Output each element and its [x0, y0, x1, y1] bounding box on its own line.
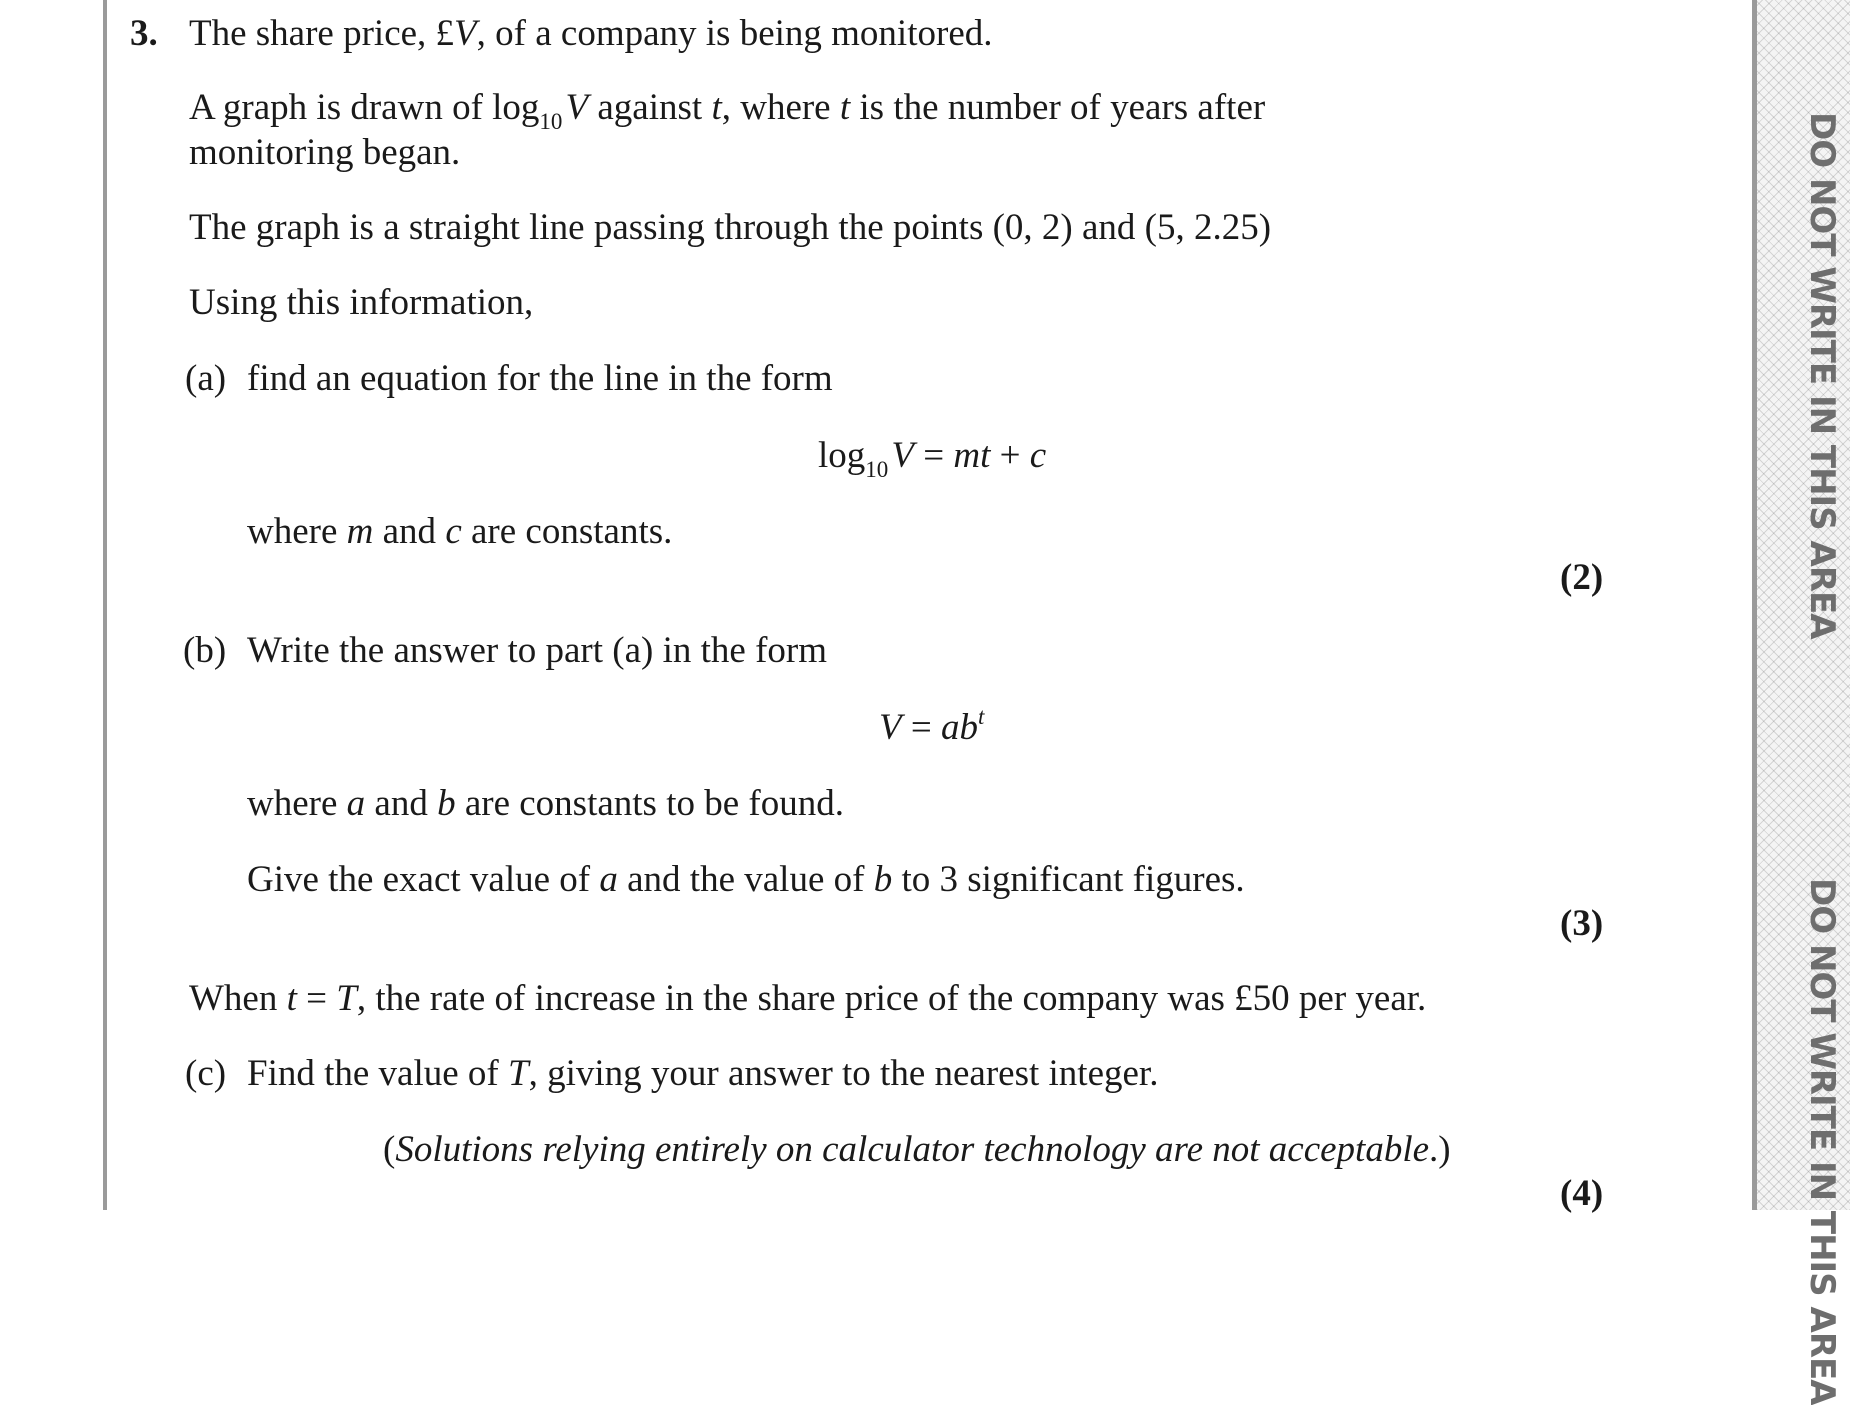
part-b-label: (b) — [183, 630, 227, 671]
part-b-instruction: Give the exact value of a and the value of b to 3 significant figures. — [247, 859, 1245, 900]
part-b-marks: (3) — [1560, 903, 1604, 944]
part-a-marks: (2) — [1560, 557, 1604, 598]
intro-text: The share price, £V, of a company is being monitored. — [189, 13, 993, 54]
graph-description-line2: monitoring began. — [189, 132, 461, 173]
line-info: The graph is a straight line passing through the points (0, 2) and (5, 2.25) — [189, 207, 1272, 248]
part-a-text: find an equation for the line in the form — [247, 358, 833, 399]
question-number: 3. — [130, 13, 158, 54]
when-condition: When t = T, the rate of increase in the share price of the company was £50 per year. — [189, 978, 1427, 1019]
part-b-equation: $V = ab^t$ — [879, 704, 985, 748]
page-border-left — [103, 0, 107, 1210]
part-c-marks: (4) — [1560, 1173, 1604, 1214]
graph-description: A graph is drawn of $\log_{10}$ V against t, where t is the number of years after — [189, 87, 1266, 134]
part-a-label: (a) — [185, 358, 227, 399]
using-text: Using this information, — [189, 282, 534, 323]
margin-warning-top: DO NOT WRITE IN THIS AREA — [1802, 112, 1842, 639]
part-a-equation: $\log_{10}$ V = mt + c — [818, 435, 1047, 482]
margin-warning-bottom: DO NOT WRITE IN THIS AREA — [1802, 878, 1842, 1405]
part-b-where: where a and b are constants to be found. — [247, 783, 844, 824]
part-c-note: (Solutions relying entirely on calculator technology are not acceptable.) — [383, 1129, 1451, 1170]
part-a-where: where m and c are constants. — [247, 511, 673, 552]
part-c-text: Find the value of T, giving your answer to the nearest integer. — [247, 1053, 1159, 1094]
part-b-text: Write the answer to part (a) in the form — [247, 630, 828, 671]
part-c-label: (c) — [185, 1053, 227, 1094]
